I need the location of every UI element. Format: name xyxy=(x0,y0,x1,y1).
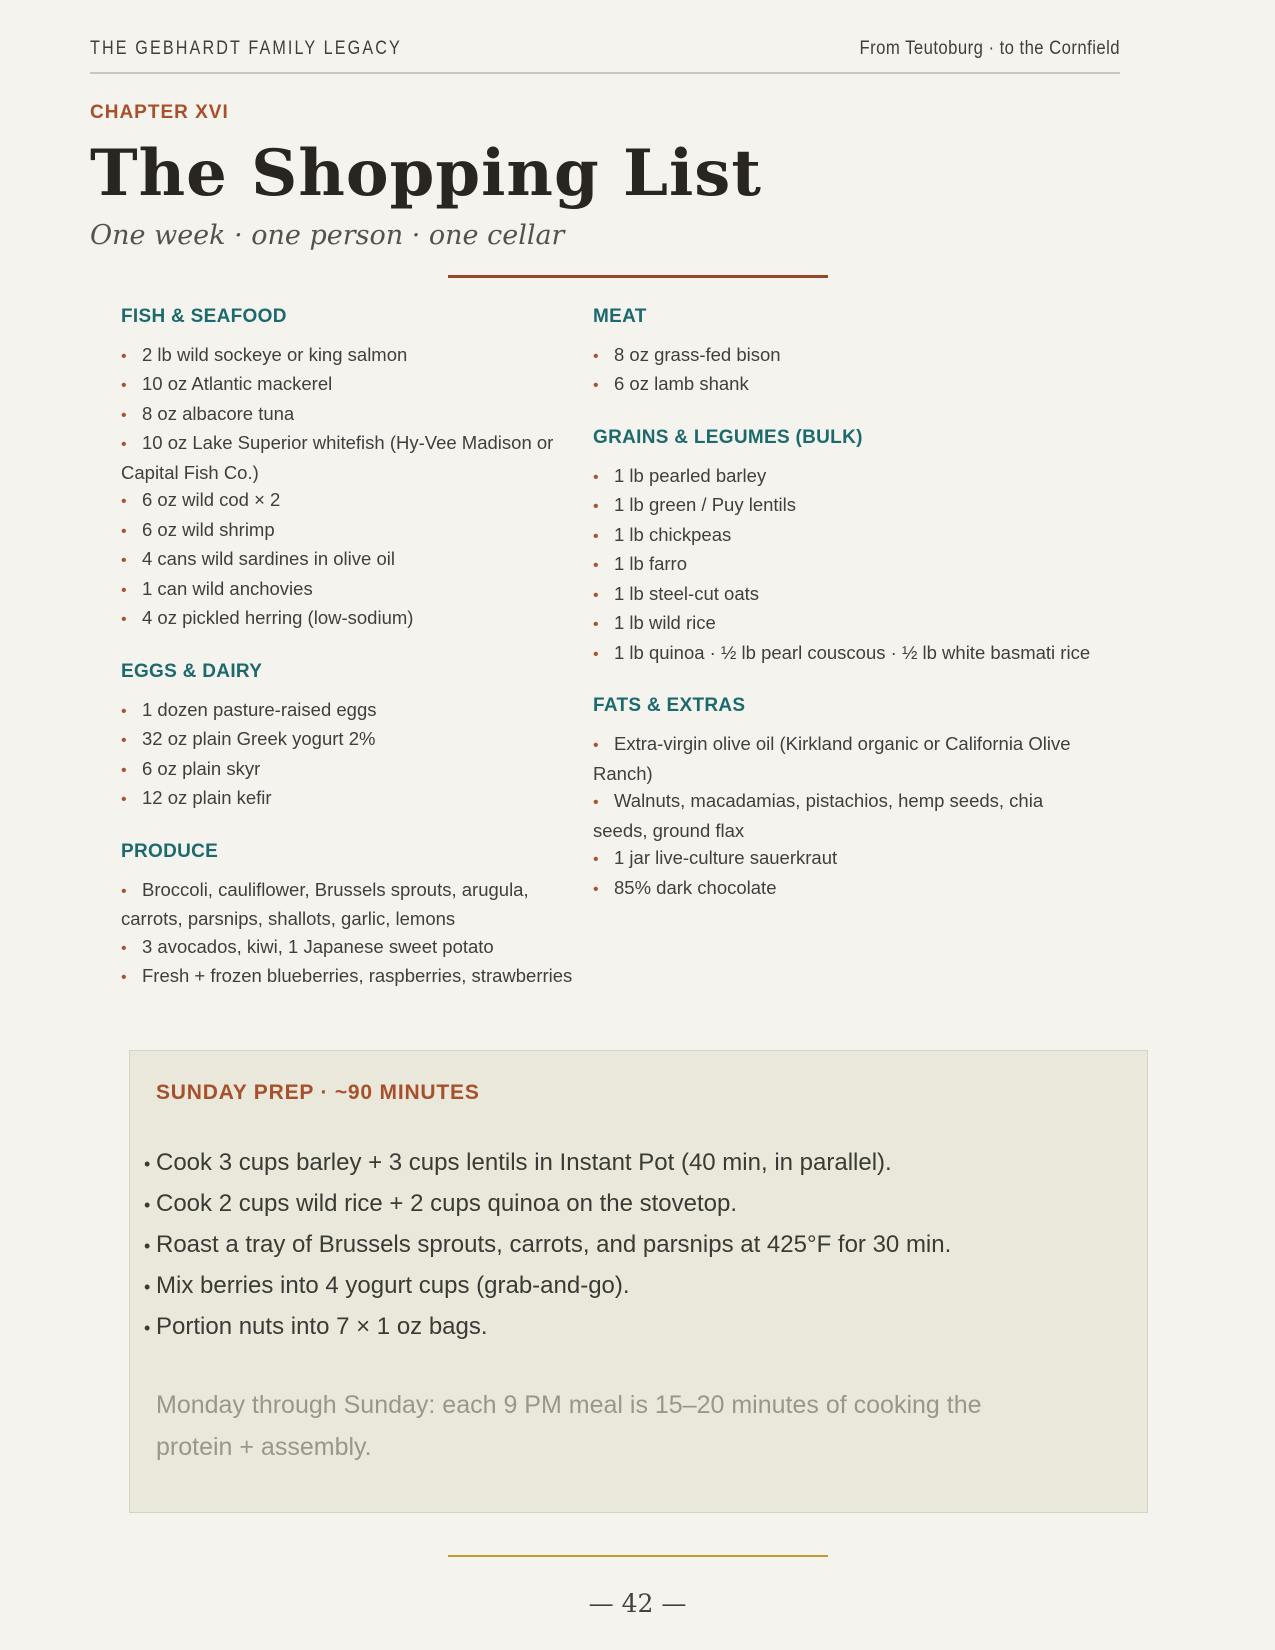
list-item: • 1 dozen pasture-raised eggs xyxy=(121,696,577,726)
list-item: • 1 lb pearled barley xyxy=(593,462,1095,492)
bullet-icon: • xyxy=(593,645,599,663)
list-item: • 1 lb green / Puy lentils xyxy=(593,491,1095,521)
bullet-icon: • xyxy=(593,557,599,575)
page-title: The Shopping List xyxy=(90,136,762,211)
list-item: • 1 jar live-culture sauerkraut xyxy=(593,844,1095,874)
footer-divider-wrap xyxy=(0,1555,1275,1557)
section-heading: GRAINS & LEGUMES (BULK) xyxy=(593,426,863,448)
list-item: • 1 lb farro xyxy=(593,550,1095,580)
list-item: • 10 oz Atlantic mackerel xyxy=(121,370,577,400)
section-heading: PRODUCE xyxy=(121,840,219,862)
item-list xyxy=(593,341,1095,400)
list-item: • Portion nuts into 7 × 1 oz bags. xyxy=(156,1307,1107,1348)
prep-list xyxy=(144,1143,1107,1348)
list-section xyxy=(593,306,1095,400)
list-item: • Cook 2 cups wild rice + 2 cups quinoa on the stovetop. xyxy=(156,1184,1107,1225)
bullet-icon: • xyxy=(121,791,127,809)
bullet-icon: • xyxy=(593,880,599,898)
list-item: • Cook 3 cups barley + 3 cups lentils in Instant Pot (40 min, in parallel). xyxy=(156,1143,1107,1184)
right-column xyxy=(593,306,1095,992)
bullet-icon: • xyxy=(121,377,127,395)
item-list xyxy=(121,696,577,814)
list-item: • 3 avocados, kiwi, 1 Japanese sweet potato xyxy=(121,933,577,963)
list-item: • 1 lb chickpeas xyxy=(593,521,1095,551)
bullet-icon: • xyxy=(121,493,127,511)
list-item: • Mix berries into 4 yogurt cups (grab-and-go). xyxy=(156,1266,1107,1307)
bullet-icon: • xyxy=(121,552,127,570)
section-heading: MEAT xyxy=(593,305,647,327)
page-number: — 42 — xyxy=(588,1588,687,1618)
prep-note: Monday through Sunday: each 9 PM meal is 15–20 minutes of cooking the protein + assembly. xyxy=(156,1390,982,1461)
left-column xyxy=(121,306,577,992)
bullet-icon: • xyxy=(121,939,127,957)
bullet-icon: • xyxy=(593,377,599,395)
list-section xyxy=(593,695,1095,903)
footer-divider xyxy=(448,1555,828,1557)
page-header xyxy=(90,38,1120,74)
bullet-icon: • xyxy=(121,436,127,454)
bullet-icon: • xyxy=(121,732,127,750)
bullet-icon: • xyxy=(121,347,127,365)
item-list xyxy=(593,730,1095,903)
list-item: • Roast a tray of Brussels sprouts, carrots, and parsnips at 425°F for 30 min. xyxy=(156,1225,1107,1266)
list-item: • Extra-virgin olive oil (Kirkland organic or California Olive Ranch) xyxy=(593,733,1071,784)
page-subtitle: One week · one person · one cellar xyxy=(90,219,565,251)
list-item: • 8 oz grass-fed bison xyxy=(593,341,1095,371)
list-item: • 1 lb steel-cut oats xyxy=(593,580,1095,610)
item-list xyxy=(593,462,1095,669)
bullet-icon: • xyxy=(593,737,599,755)
bullet-icon: • xyxy=(593,851,599,869)
list-item: • 1 can wild anchovies xyxy=(121,575,577,605)
section-heading: FATS & EXTRAS xyxy=(593,695,746,717)
running-head-left: THE GEBHARDT FAMILY LEGACY xyxy=(90,38,402,59)
sunday-prep-box xyxy=(129,1050,1148,1513)
section-heading: EGGS & DAIRY xyxy=(121,660,263,682)
list-item: • 4 cans wild sardines in olive oil xyxy=(121,545,577,575)
chapter-label: CHAPTER XVI xyxy=(90,102,229,123)
section-heading: FISH & SEAFOOD xyxy=(121,305,287,327)
bullet-icon: • xyxy=(144,1317,151,1338)
list-item: • 6 oz lamb shank xyxy=(593,370,1095,400)
title-divider xyxy=(448,275,828,278)
title-divider-wrap xyxy=(0,275,1275,278)
list-item: • 10 oz Lake Superior whitefish (Hy-Vee Madison or Capital Fish Co.) xyxy=(121,432,554,483)
list-item: • 85% dark chocolate xyxy=(593,874,1095,904)
bullet-icon: • xyxy=(144,1276,151,1297)
list-section xyxy=(121,661,577,814)
running-head-right: From Teutoburg · to the Cornfield xyxy=(859,38,1120,59)
bullet-icon: • xyxy=(593,468,599,486)
bullet-icon: • xyxy=(593,616,599,634)
list-item: • 8 oz albacore tuna xyxy=(121,400,577,430)
list-item: • Fresh + frozen blueberries, raspberries, strawberries xyxy=(121,962,577,992)
bullet-icon: • xyxy=(593,498,599,516)
list-item: • 1 lb quinoa · ½ lb pearl couscous · ½ lb white basmati rice xyxy=(593,639,1095,669)
list-item: • 6 oz wild shrimp xyxy=(121,516,577,546)
list-item: • 6 oz plain skyr xyxy=(121,755,577,785)
bullet-icon: • xyxy=(144,1153,151,1174)
list-section xyxy=(121,841,577,992)
bullet-icon: • xyxy=(593,527,599,545)
list-item: • Walnuts, macadamias, pistachios, hemp seeds, chia seeds, ground flax xyxy=(593,790,1044,841)
list-section xyxy=(121,306,577,634)
bullet-icon: • xyxy=(144,1194,151,1215)
bullet-icon: • xyxy=(121,702,127,720)
bullet-icon: • xyxy=(121,761,127,779)
list-item: • 2 lb wild sockeye or king salmon xyxy=(121,341,577,371)
list-item: • 6 oz wild cod × 2 xyxy=(121,486,577,516)
bullet-icon: • xyxy=(593,347,599,365)
list-section xyxy=(593,427,1095,669)
bullet-icon: • xyxy=(121,882,127,900)
bullet-icon: • xyxy=(593,586,599,604)
list-item: • 32 oz plain Greek yogurt 2% xyxy=(121,725,577,755)
list-item: • 4 oz pickled herring (low-sodium) xyxy=(121,604,577,634)
prep-heading: SUNDAY PREP · ~90 MINUTES xyxy=(156,1080,480,1104)
bullet-icon: • xyxy=(144,1235,151,1256)
bullet-icon: • xyxy=(121,406,127,424)
item-list xyxy=(121,876,577,992)
list-item: • 12 oz plain kefir xyxy=(121,784,577,814)
list-item: • Broccoli, cauliflower, Brussels sprouts, arugula, carrots, parsnips, shallots, garlic, lemons xyxy=(121,878,529,930)
shopping-columns xyxy=(121,306,1275,992)
item-list xyxy=(121,341,577,634)
bullet-icon: • xyxy=(593,794,599,812)
bullet-icon: • xyxy=(121,522,127,540)
bullet-icon: • xyxy=(121,969,127,987)
bullet-icon: • xyxy=(121,581,127,599)
bullet-icon: • xyxy=(121,611,127,629)
list-item: • 1 lb wild rice xyxy=(593,609,1095,639)
